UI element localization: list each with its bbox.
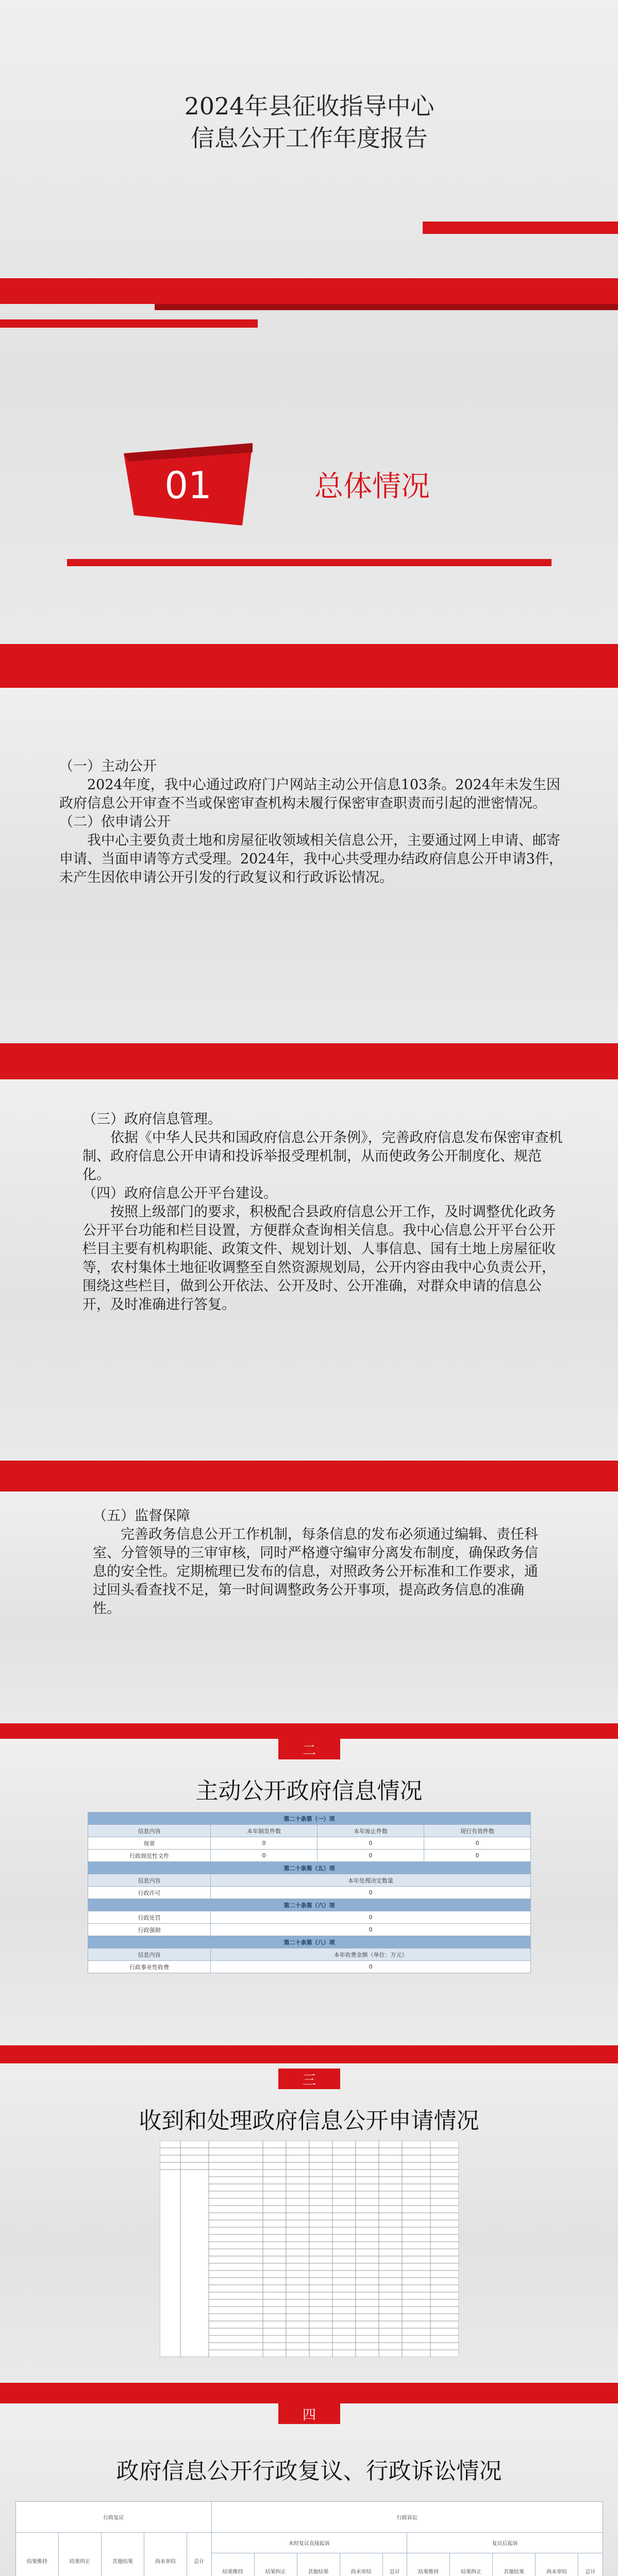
para-request: 我中心主要负责土地和房屋征收领域相关信息公开，主要通过网上申请、邮寄申请、当面申请等方式受理。2024年，我中心共受理办结政府信息公开申请3件，未产生因依申请公开引发的行政复议和行政诉讼情况。 xyxy=(59,833,563,886)
cover-band-main xyxy=(0,278,618,304)
overview-block-3 xyxy=(0,1492,618,1739)
cover xyxy=(0,0,618,688)
section1-number: 01 xyxy=(164,464,212,507)
table-row: 行政强制 0 xyxy=(88,1924,531,1936)
section1-bottom-band xyxy=(0,644,618,688)
block1-bottom-band xyxy=(0,1043,618,1079)
part4-title: 政府信息公开行政复议、行政诉讼情况 xyxy=(116,2458,502,2484)
part4-section xyxy=(0,2403,618,2576)
para-management: 依据《中华人民共和国政府信息公开条例》，完善政府信息发布保密审查机制、政府信息公开申请和投诉举报受理机制，从而使政务公开制度化、规范化。 xyxy=(82,1130,563,1183)
table-row: 行政事业性收费 0 xyxy=(88,1961,531,1973)
table-row: 行政许可 0 xyxy=(88,1887,531,1899)
para-supervision: 完善政务信息公开工作机制，每条信息的发布必须通过编辑、责任科室、分管领导的三审审核，同时严格遵守编审分离发布制度，确保政务信息的安全性。定期梳理已发布的信息，对照政务公开标准和工作要求，通过回头看查找不足，第一时间调整政务公开事项，提高政务信息的准确性。 xyxy=(93,1527,538,1617)
part2-table: 第二十条第（一）项 信息内容 本年制发件数 本年废止件数 现行有效件数 规章 0 0 0 行政规范性文件 0 0 0 第二十条第（五）项 信息内容 本年处理决定数量 行政许可 0 第二十条第（六）项 行政处罚 0 行政强制 0 第二十条第（八）项 信息内容 本年收费金额（单位：万元） 行政事业性收费 0 xyxy=(88,1812,531,1973)
cover-band-top xyxy=(423,222,618,234)
overview-block-2 xyxy=(0,1079,618,1492)
para-platform: 按照上级部门的要求，积极配合县政府信息公开工作，及时调整优化政务公开平台功能和栏目设置，方便群众查询相关信息。我中心信息公开平台公开栏目主要有机构职能、政策文件、规划计划、人事信息、国有土地上房屋征收等，农村集体土地征收调整至自然资源规划局，公开内容由我中心负责公开，围绕这些栏目，做到公开依法、公开及时、公开准确，对群众申请的信息公开，及时准确进行答复。 xyxy=(82,1204,556,1313)
subhead-active: （一）主动公开 xyxy=(59,758,157,774)
table-row: 行政处罚 0 xyxy=(88,1911,531,1924)
subhead-management: （三）政府信息管理。 xyxy=(82,1111,222,1127)
section1-rule xyxy=(67,559,552,566)
section1-title: 总体情况 xyxy=(314,470,430,503)
cover-title: 2024年县征收指导中心 信息公开工作年度报告 xyxy=(184,92,435,152)
part3-table-graphic xyxy=(160,2141,459,2357)
cover-band-thin xyxy=(0,319,258,328)
table-row: 规章 0 0 0 xyxy=(88,1837,531,1850)
subhead-request: （二）依申请公开 xyxy=(59,814,171,830)
table-row: 行政规范性文件 0 0 0 xyxy=(88,1850,531,1862)
part2-title: 主动公开政府信息情况 xyxy=(195,1778,423,1804)
cover-band-shadow xyxy=(155,304,618,310)
part4-table: 行政复议 行政诉讼 结果维持 结果纠正 其他结果 尚未审结 总计 未经复议直接起诉 复议后起诉 结果维持 结果纠正 其他结果 尚未审结 总计 结果维持 结果纠正 其他结果 尚未审结 总计 xyxy=(15,2501,603,2576)
part4-badge: 四 xyxy=(302,2408,316,2423)
section1-badge xyxy=(124,443,253,526)
part3-title: 收到和处理政府信息公开申请情况 xyxy=(139,2108,479,2134)
para-active: 2024年度，我中心通过政府门户网站主动公开信息103条。2024年未发生因政府信息公开审查不当或保密审查机构未履行保密审查职责而引起的泄密情况。 xyxy=(59,777,560,811)
block3-bottom-band xyxy=(0,1723,618,1739)
part3-section xyxy=(0,2045,618,2403)
subhead-platform: （四）政府信息公开平台建设。 xyxy=(82,1185,277,1201)
subhead-supervision: （五）监督保障 xyxy=(93,1508,190,1524)
part3-badge: 三 xyxy=(302,2073,316,2088)
part2-section xyxy=(0,1739,618,2045)
part2-badge: 二 xyxy=(302,1743,316,1758)
overview-block-1 xyxy=(0,688,618,1079)
block2-bottom-band xyxy=(0,1461,618,1492)
